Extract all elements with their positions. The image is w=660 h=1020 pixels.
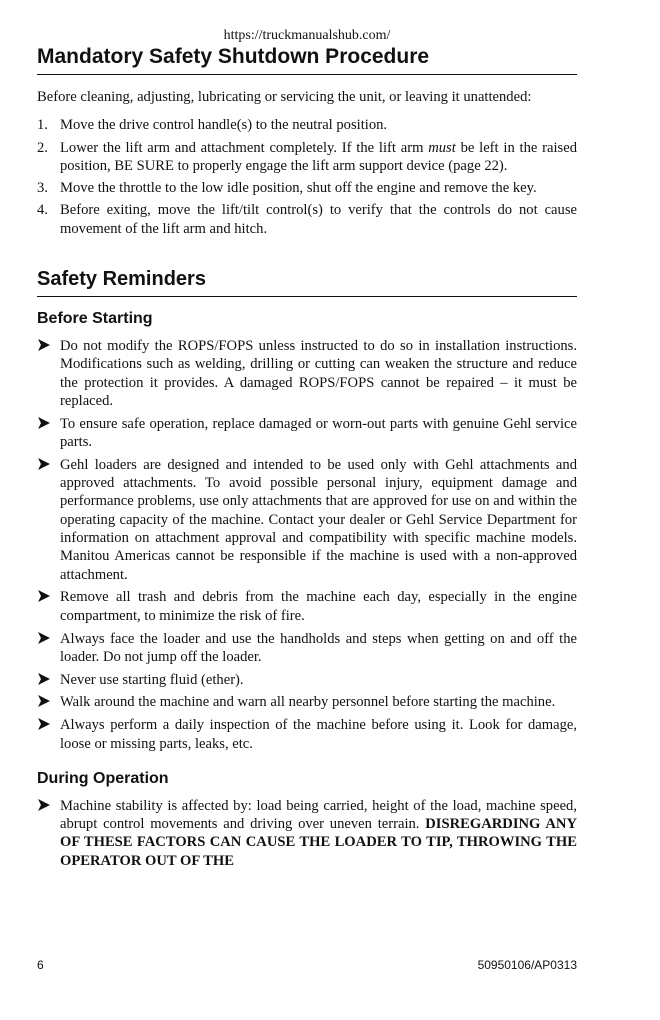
item-text: Walk around the machine and warn all nearby personnel before starting the machine.: [60, 694, 556, 711]
arrowhead-bullet-icon: [37, 457, 51, 471]
shutdown-intro: Before cleaning, adjusting, lubricating or servicing the unit, or leaving it unattended:: [37, 89, 532, 105]
list-item: [37, 456, 577, 584]
shutdown-step-4: [37, 201, 577, 238]
shutdown-step-1: [37, 116, 577, 134]
shutdown-steps: [37, 116, 577, 238]
arrowhead-bullet-icon: [37, 631, 51, 645]
arrowhead-bullet-icon: [37, 717, 51, 731]
arrowhead-bullet-icon: [37, 338, 51, 352]
item-text: Do not modify the ROPS/FOPS unless instructed to do so in installation instructions. Modifications such as welding, drilling or cutting can weaken the structure and reduce the protection it provides. A damaged ROPS/FOPS cannot be repaired – it must be replaced.: [60, 338, 577, 409]
step-text-emphasis: must: [428, 139, 456, 156]
list-item: [37, 797, 577, 870]
shutdown-step-3: [37, 179, 577, 197]
item-text: Never use starting fluid (ether).: [60, 671, 244, 688]
manual-page: [37, 0, 577, 1020]
during-operation-heading: During Operation: [37, 769, 169, 787]
step-text-part-b: be left in the raised position, BE SURE to properly engage the lift arm support device (page 22).: [60, 139, 577, 174]
list-item: [37, 588, 577, 625]
source-url[interactable]: https://truckmanualshub.com/: [223, 28, 391, 43]
step-text-part-a: Lower the lift arm and attachment completely. If the lift arm: [60, 139, 429, 156]
step-number: 4.: [37, 202, 48, 219]
list-item: [37, 630, 577, 667]
list-item: [37, 337, 577, 410]
step-text: Before exiting, move the lift/tilt control(s) to verify that the controls do not cause movement of the lift arm and hitch.: [60, 202, 577, 237]
reminders-title: Safety Reminders: [37, 266, 577, 297]
item-text: To ensure safe operation, replace damaged or worn-out parts with genuine Gehl service parts.: [60, 415, 577, 451]
list-item: [37, 716, 577, 753]
item-warning-text: DISREGARDING ANY OF THESE FACTORS CAN CAUSE THE LOADER TO TIP, THROWING THE OPERATOR OUT OF THE: [60, 816, 577, 869]
shutdown-title: Mandatory Safety Shutdown Procedure: [37, 44, 577, 75]
item-text: Remove all trash and debris from the machine each day, especially in the engine compartment, to minimize the risk of fire.: [60, 589, 577, 624]
step-text: Move the throttle to the low idle position, shut off the engine and remove the key.: [60, 180, 537, 197]
page-number: 6: [37, 958, 44, 972]
before-starting-heading: Before Starting: [37, 310, 153, 328]
list-item: [37, 671, 577, 689]
shutdown-step-2: [37, 139, 577, 176]
arrowhead-bullet-icon: [37, 694, 51, 708]
arrowhead-bullet-icon: [37, 798, 51, 812]
item-text: Always face the loader and use the handholds and steps when getting on and off the loader. Do not jump off the loader.: [60, 630, 577, 665]
step-number: 3.: [37, 180, 48, 197]
during-operation-list: [37, 797, 577, 870]
list-item: [37, 415, 577, 452]
before-starting-list: [37, 337, 577, 753]
list-item: [37, 693, 577, 711]
item-text: Always perform a daily inspection of the machine before using it. Look for damage, loose or missing parts, leaks, etc.: [60, 717, 577, 752]
item-text: Machine stability is affected by: load being carried, height of the load, machine speed, abrupt control movements and driving over uneven terrain.: [60, 797, 577, 833]
page-footer: [37, 958, 577, 972]
step-number: 1.: [37, 117, 48, 134]
step-text: Move the drive control handle(s) to the neutral position.: [60, 117, 388, 134]
arrowhead-bullet-icon: [37, 672, 51, 686]
document-code: 50950106/AP0313: [477, 958, 577, 972]
arrowhead-bullet-icon: [37, 589, 51, 603]
step-number: 2.: [37, 139, 48, 156]
arrowhead-bullet-icon: [37, 416, 51, 430]
item-text: Gehl loaders are designed and intended to be used only with Gehl attachments and approved attachments. To avoid possible personal injury, equipment damage and performance problems, use only attachments that are approved for use on and within the operating capacity of the machine. Contact your dealer or Gehl Service Department for information on attachment approval and compatibility with specific machine models. Manitou Americas cannot be responsible if the machine is used with a non-approved attachment.: [60, 456, 577, 583]
